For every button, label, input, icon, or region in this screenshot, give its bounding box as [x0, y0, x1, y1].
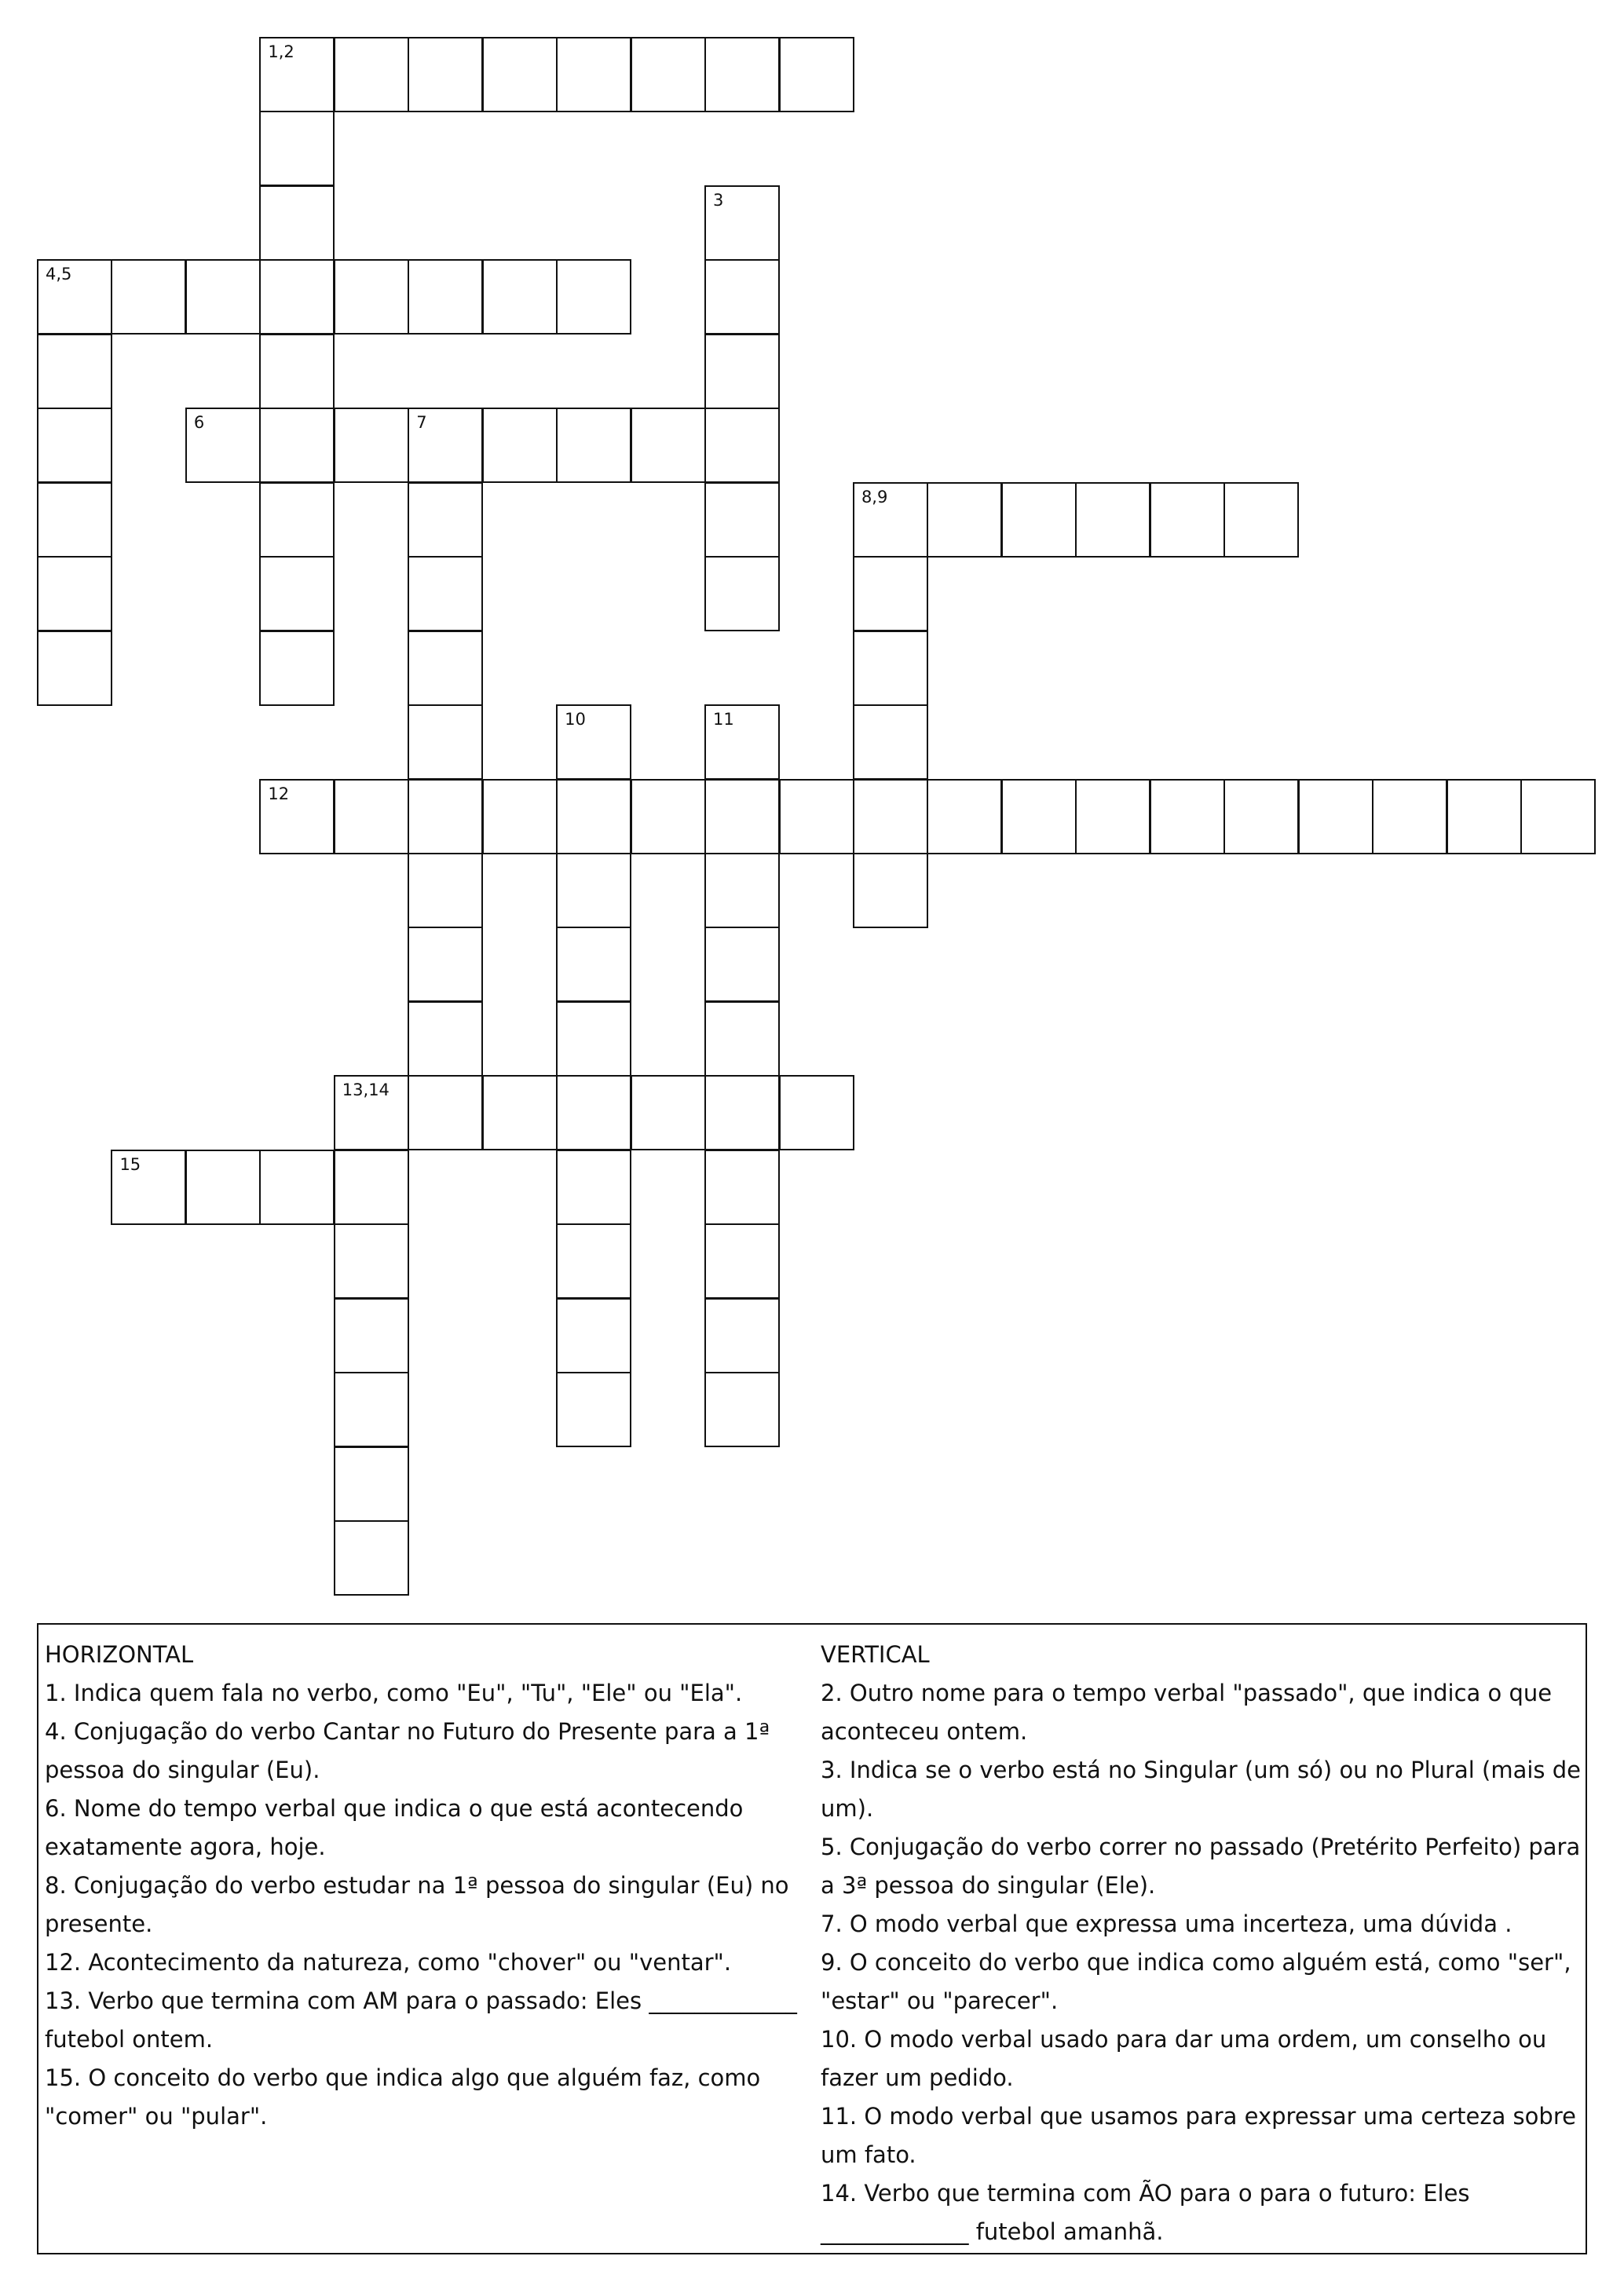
crossword-cell[interactable]: [1001, 482, 1077, 558]
horizontal-clue: 12. Acontecimento da natureza, como "chover" ou "ventar".: [45, 1949, 732, 1976]
crossword-cell[interactable]: [408, 704, 483, 780]
crossword-cell[interactable]: [1075, 482, 1150, 558]
crossword-cell[interactable]: [556, 259, 631, 335]
crossword-cell[interactable]: [556, 853, 631, 928]
crossword-cell[interactable]: [482, 259, 558, 335]
crossword-cell[interactable]: [704, 334, 780, 409]
crossword-cell[interactable]: [482, 1075, 558, 1150]
crossword-cell[interactable]: [704, 408, 780, 483]
crossword-cell[interactable]: [631, 37, 706, 112]
crossword-cell[interactable]: [334, 1372, 409, 1447]
crossword-cell[interactable]: [259, 334, 335, 409]
crossword-cell[interactable]: [631, 408, 706, 483]
crossword-cell[interactable]: [334, 1298, 409, 1373]
crossword-cell[interactable]: [1075, 779, 1150, 854]
crossword-cell[interactable]: [704, 185, 780, 261]
crossword-cell[interactable]: [1372, 779, 1447, 854]
crossword-cell[interactable]: [704, 1298, 780, 1373]
crossword-cell[interactable]: [334, 1150, 409, 1225]
crossword-cell[interactable]: [556, 1298, 631, 1373]
crossword-cell[interactable]: [1001, 779, 1077, 854]
crossword-cell[interactable]: [853, 631, 928, 706]
crossword-cell[interactable]: [259, 631, 335, 706]
crossword-cell[interactable]: [631, 779, 706, 854]
clue-number: 6: [193, 413, 205, 433]
crossword-cell[interactable]: [408, 408, 483, 483]
crossword-cell[interactable]: [259, 482, 335, 558]
crossword-cell[interactable]: [334, 408, 409, 483]
vertical-clue: 11. O modo verbal que usamos para expressar uma certeza sobre um fato.: [821, 2103, 1576, 2168]
crossword-cell[interactable]: [704, 927, 780, 1002]
crossword-cell[interactable]: [334, 1446, 409, 1522]
crossword-cell[interactable]: [556, 779, 631, 854]
crossword-cell[interactable]: [556, 704, 631, 780]
crossword-cell[interactable]: [408, 1001, 483, 1077]
crossword-cell[interactable]: [259, 185, 335, 261]
crossword-cell[interactable]: [111, 259, 186, 335]
crossword-cell[interactable]: [556, 1223, 631, 1299]
crossword-cell[interactable]: [556, 37, 631, 112]
crossword-cell[interactable]: [111, 1150, 186, 1225]
crossword-cell[interactable]: [853, 704, 928, 780]
crossword-cell[interactable]: [334, 1520, 409, 1596]
vertical-clue: 3. Indica se o verbo está no Singular (um só) ou no Plural (mais de um).: [821, 1757, 1581, 1822]
horizontal-clues: [45, 1636, 818, 2136]
crossword-cell[interactable]: [259, 111, 335, 186]
crossword-cell[interactable]: [334, 1075, 409, 1150]
crossword-cell[interactable]: [408, 482, 483, 558]
clue-number: 4,5: [46, 265, 72, 284]
crossword-cell[interactable]: [1520, 779, 1596, 854]
crossword-cell[interactable]: [704, 259, 780, 335]
crossword-cell[interactable]: [556, 1075, 631, 1150]
crossword-cell[interactable]: [779, 1075, 854, 1150]
crossword-cell[interactable]: [704, 1075, 780, 1150]
clue-number: 8,9: [861, 487, 888, 506]
crossword-cell[interactable]: [482, 408, 558, 483]
crossword-cell[interactable]: [1298, 779, 1373, 854]
crossword-cell[interactable]: [408, 853, 483, 928]
clue-number: 11: [713, 710, 734, 729]
crossword-cell[interactable]: [853, 853, 928, 928]
clue-number: 1,2: [268, 42, 294, 61]
crossword-cell[interactable]: [704, 704, 780, 780]
crossword-cell[interactable]: [1223, 482, 1299, 558]
crossword-cell[interactable]: [704, 1223, 780, 1299]
crossword-cell[interactable]: [185, 408, 261, 483]
crossword-cell[interactable]: [853, 556, 928, 631]
crossword-cell[interactable]: [704, 1001, 780, 1077]
horizontal-clue: 8. Conjugação do verbo estudar na 1ª pessoa do singular (Eu) no presente.: [45, 1872, 789, 1937]
crossword-cell[interactable]: [259, 779, 335, 854]
clue-number: 3: [713, 190, 724, 210]
vertical-clues: [821, 1636, 1582, 2251]
clue-number: 13,14: [342, 1081, 390, 1100]
crossword-cell[interactable]: [1150, 482, 1225, 558]
horizontal-clue: 6. Nome do tempo verbal que indica o que está acontecendo exatamente agora, hoje.: [45, 1795, 744, 1860]
crossword-cell[interactable]: [704, 853, 780, 928]
crossword-cell[interactable]: [408, 1075, 483, 1150]
crossword-cell[interactable]: [37, 334, 112, 409]
crossword-cell[interactable]: [37, 482, 112, 558]
crossword-cell[interactable]: [408, 556, 483, 631]
crossword-cell[interactable]: [704, 37, 780, 112]
crossword-cell[interactable]: [259, 408, 335, 483]
clue-number: 12: [268, 784, 290, 803]
crossword-cell[interactable]: [408, 927, 483, 1002]
crossword-cell[interactable]: [556, 927, 631, 1002]
crossword-cell[interactable]: [334, 259, 409, 335]
crossword-cell[interactable]: [704, 779, 780, 854]
crossword-cell[interactable]: [259, 37, 335, 112]
crossword-cell[interactable]: [704, 1150, 780, 1225]
crossword-cell[interactable]: [853, 779, 928, 854]
vertical-clue: 5. Conjugação do verbo correr no passado (Pretérito Perfeito) para a 3ª pessoa do singular (Ele).: [821, 1834, 1581, 1899]
crossword-cell[interactable]: [408, 631, 483, 706]
crossword-cell[interactable]: [482, 37, 558, 112]
crossword-cell[interactable]: [779, 779, 854, 854]
horizontal-clue: 4. Conjugação do verbo Cantar no Futuro do Presente para a 1ª pessoa do singular (Eu).: [45, 1718, 770, 1783]
horizontal-clue: 13. Verbo que termina com AM para o passado: Eles _____________ futebol ontem.: [45, 1987, 797, 2053]
crossword-cell[interactable]: [408, 259, 483, 335]
crossword-cell[interactable]: [185, 1150, 261, 1225]
clue-number: 7: [416, 413, 427, 433]
crossword-cell[interactable]: [185, 259, 261, 335]
crossword-cell[interactable]: [259, 1150, 335, 1225]
crossword-cell[interactable]: [334, 37, 409, 112]
crossword-cell[interactable]: [259, 556, 335, 631]
crossword-cell[interactable]: [704, 556, 780, 631]
crossword-cell[interactable]: [927, 482, 1002, 558]
vertical-title: VERTICAL: [821, 1641, 930, 1668]
crossword-cell[interactable]: [334, 779, 409, 854]
crossword-cell[interactable]: [853, 482, 928, 558]
clue-number: 10: [565, 710, 586, 729]
vertical-clue: 9. O conceito do verbo que indica como alguém está, como "ser", "estar" ou "parecer".: [821, 1949, 1571, 2014]
crossword-cell[interactable]: [556, 408, 631, 483]
crossword-cell[interactable]: [631, 1075, 706, 1150]
crossword-cell[interactable]: [1223, 779, 1299, 854]
crossword-cell[interactable]: [927, 779, 1002, 854]
crossword-cell[interactable]: [1447, 779, 1522, 854]
crossword-cell[interactable]: [779, 37, 854, 112]
crossword-cell[interactable]: [334, 1223, 409, 1299]
clues-box: [37, 1623, 1587, 2254]
crossword-cell[interactable]: [408, 779, 483, 854]
horizontal-clue: 1. Indica quem fala no verbo, como "Eu", "Tu", "Ele" ou "Ela".: [45, 1680, 743, 1706]
crossword-cell[interactable]: [408, 37, 483, 112]
horizontal-title: HORIZONTAL: [45, 1641, 194, 1668]
crossword-cell[interactable]: [556, 1001, 631, 1077]
crossword-cell[interactable]: [259, 259, 335, 335]
crossword-cell[interactable]: [704, 1372, 780, 1447]
crossword-cell[interactable]: [37, 408, 112, 483]
crossword-cell[interactable]: [482, 779, 558, 854]
crossword-cell[interactable]: [704, 482, 780, 558]
crossword-cell[interactable]: [37, 631, 112, 706]
crossword-cell[interactable]: [37, 556, 112, 631]
vertical-clue: 2. Outro nome para o tempo verbal "passado", que indica o que aconteceu ontem.: [821, 1680, 1553, 1745]
crossword-cell[interactable]: [37, 259, 112, 335]
vertical-clue: 10. O modo verbal usado para dar uma ordem, um conselho ou fazer um pedido.: [821, 2026, 1547, 2091]
crossword-cell[interactable]: [556, 1372, 631, 1447]
vertical-clue: 7. O modo verbal que expressa uma incerteza, uma dúvida .: [821, 1911, 1512, 1937]
crossword-cell[interactable]: [1150, 779, 1225, 854]
crossword-cell[interactable]: [556, 1150, 631, 1225]
clue-number: 15: [119, 1154, 141, 1174]
vertical-clue: 14. Verbo que termina com ÃO para o para o futuro: Eles _____________ futebol amanhã.: [821, 2180, 1470, 2245]
horizontal-clue: 15. O conceito do verbo que indica algo que alguém faz, como "comer" ou "pular".: [45, 2064, 761, 2130]
